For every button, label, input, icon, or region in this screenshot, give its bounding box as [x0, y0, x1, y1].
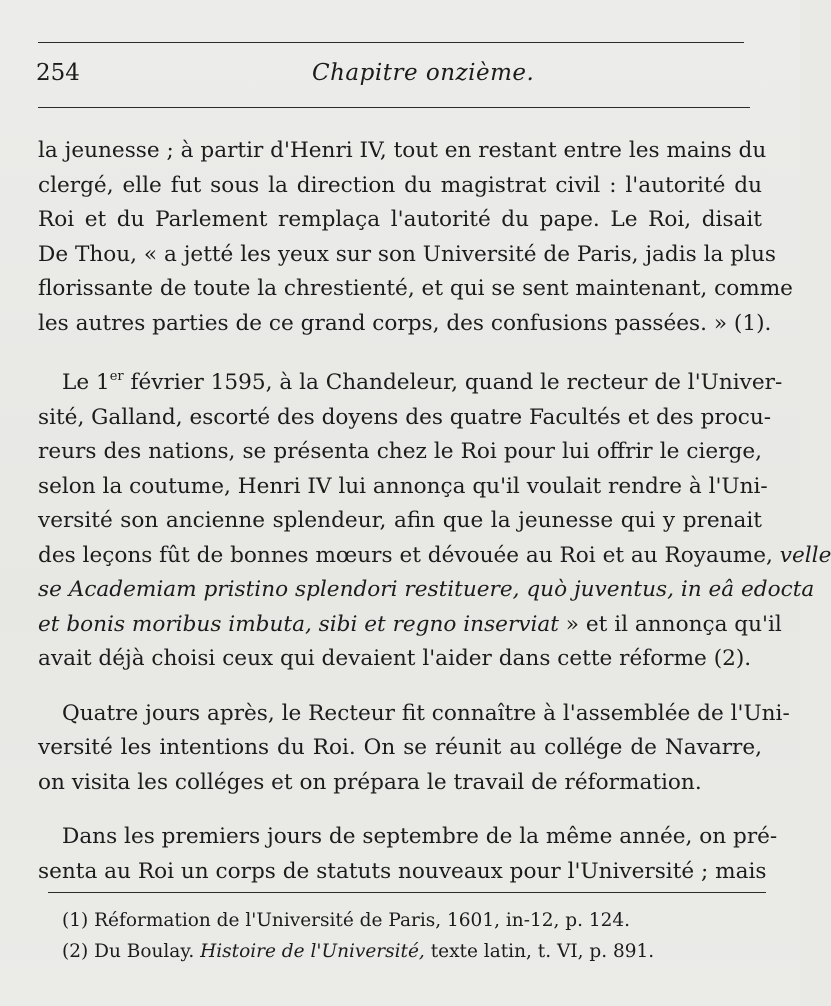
- text-line: florissante de toute la chrestienté, et qui se sent maintenant, comme: [38, 276, 793, 301]
- footnote-1: (1) Réformation de l'Université de Paris, 1601, in-12, p. 124.: [62, 910, 631, 931]
- text-line: Le 1er février 1595, à la Chandeleur, quand le recteur de l'Univer-: [62, 369, 783, 395]
- running-title: Chapitre onzième.: [312, 60, 535, 86]
- latin-quote: et bonis moribus imbuta, sibi et regno inserviat: [38, 611, 559, 637]
- text-line: clergé, elle fut sous la direction du magistrat civil : l'autorité du: [38, 172, 762, 198]
- top-rule: [38, 42, 744, 43]
- text-line: Roi et du Parlement remplaça l'autorité du pape. Le Roi, disait: [38, 207, 762, 232]
- header-rule: [38, 107, 750, 108]
- paragraph-2: [38, 360, 831, 677]
- footnotes: [62, 905, 762, 967]
- text-line: sité, Galland, escorté des doyens des quatre Facultés et des procu-: [38, 404, 772, 430]
- text-line: des leçons fût de bonnes mœurs et dévouée au Roi et au Royaume, velle: [38, 542, 831, 568]
- text-line: et bonis moribus imbuta, sibi et regno inserviat » et il annonça qu'il: [38, 611, 782, 637]
- text-line: les autres parties de ce grand corps, des confusions passées. » (1).: [38, 310, 772, 336]
- latin-quote: se Academiam pristino splendori restituere, quò juventus, in eâ edocta: [38, 577, 815, 602]
- page-number: 254: [36, 60, 80, 86]
- text-line: Dans les premiers jours de septembre de la même année, on pré-: [62, 824, 778, 849]
- text-line: De Thou, « a jetté les yeux sur son Université de Paris, jadis la plus: [38, 241, 776, 267]
- text-line: versité son ancienne splendeur, afin que la jeunesse qui y prenait: [38, 508, 762, 533]
- body-text: [38, 134, 831, 889]
- text-line: la jeunesse ; à partir d'Henri IV, tout en restant entre les mains du: [38, 138, 767, 163]
- text-line: Quatre jours après, le Recteur fit connaître à l'assemblée de l'Uni-: [62, 700, 790, 726]
- text-line: on visita les colléges et on prépara le travail de réformation.: [38, 769, 702, 795]
- text-line: reurs des nations, se présenta chez le Roi pour lui offrir le cierge,: [38, 439, 762, 464]
- text-line: selon la coutume, Henri IV lui annonça qu'il voulait rendre à l'Uni-: [38, 473, 768, 499]
- text-line: senta au Roi un corps de statuts nouveaux pour l'Université ; mais: [38, 858, 767, 884]
- text-line: avait déjà choisi ceux qui devaient l'aider dans cette réforme (2).: [38, 646, 752, 671]
- paragraph-4: [38, 820, 778, 889]
- latin-quote: velle: [779, 542, 831, 568]
- footnote-2: (2) Du Boulay. Histoire de l'Université, texte latin, t. VI, p. 891.: [62, 941, 655, 962]
- paragraph-3: [38, 697, 790, 801]
- superscript: er: [109, 369, 124, 384]
- paragraph-1: [38, 134, 793, 341]
- footnote-mark: (2): [62, 941, 89, 962]
- running-head: [36, 60, 756, 90]
- text-line: versité les intentions du Roi. On se réunit au collége de Navarre,: [38, 735, 762, 760]
- book-title: Histoire de l'Université,: [200, 941, 425, 962]
- footnote-mark: (1): [62, 910, 89, 931]
- footnote-rule: [48, 892, 766, 893]
